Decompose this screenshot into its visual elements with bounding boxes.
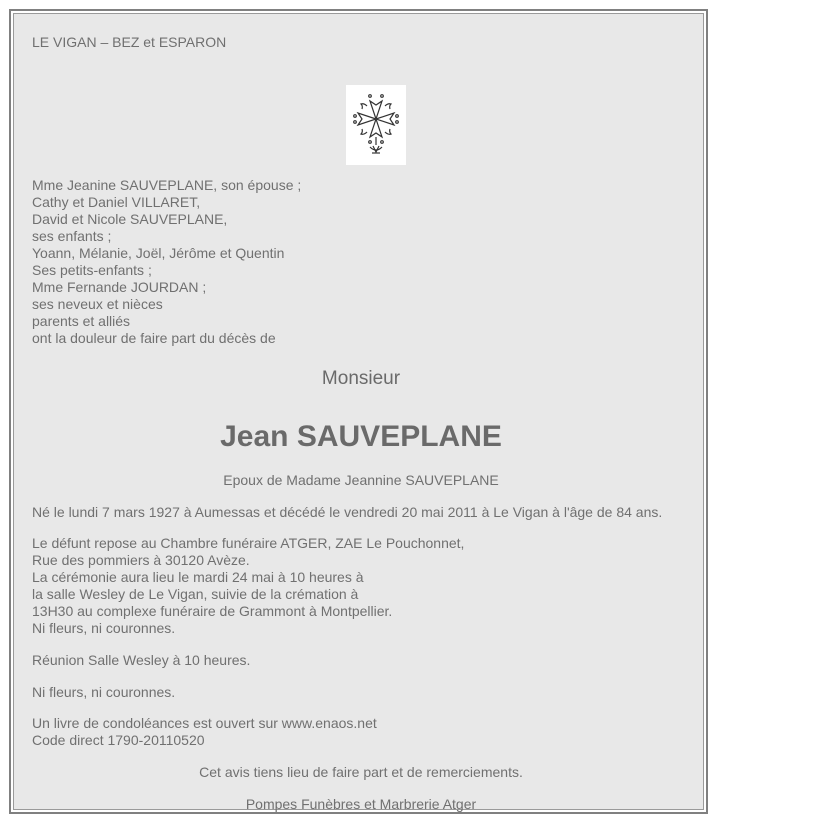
spouse-line: Epoux de Madame Jeannine SAUVEPLANE bbox=[223, 472, 499, 488]
funeral-home: Pompes Funèbres et Marbrerie Atger bbox=[245, 796, 477, 812]
condolence-line: Un livre de condoléances est ouvert sur www.enaos.net bbox=[32, 715, 377, 731]
family-line: ses neveux et nièces bbox=[32, 296, 163, 312]
notice-line: Cet avis tiens lieu de faire part et de remerciements. bbox=[199, 764, 523, 780]
salutation: Monsieur bbox=[321, 368, 401, 389]
family-line: ont la douleur de faire part du décès de bbox=[32, 330, 276, 346]
obituary-content bbox=[32, 34, 690, 812]
obituary-frame bbox=[9, 9, 708, 814]
family-line: Mme Fernande JOURDAN ; bbox=[32, 279, 207, 295]
family-line: Yoann, Mélanie, Joël, Jérôme et Quentin bbox=[32, 245, 285, 261]
location-heading: LE VIGAN – BEZ et ESPARON bbox=[32, 34, 227, 50]
obituary-panel bbox=[13, 13, 704, 810]
birth-death-line: Né le lundi 7 mars 1927 à Aumessas et décédé le vendredi 20 mai 2011 à Le Vigan à l'âge de 84 ans. bbox=[32, 504, 663, 520]
ceremony-line: Rue des pommiers à 30120 Avèze. bbox=[32, 552, 250, 568]
reunion-line: Réunion Salle Wesley à 10 heures. bbox=[32, 652, 251, 668]
ceremony-details bbox=[32, 535, 690, 637]
huguenot-cross-icon bbox=[346, 85, 406, 165]
family-line: David et Nicole SAUVEPLANE, bbox=[32, 211, 228, 227]
deceased-name: Jean SAUVEPLANE bbox=[220, 420, 502, 453]
emblem-box bbox=[346, 85, 406, 165]
family-list bbox=[32, 177, 690, 347]
family-line: Mme Jeanine SAUVEPLANE, son épouse ; bbox=[32, 177, 302, 193]
family-line: Ses petits-enfants ; bbox=[32, 262, 152, 278]
ceremony-line: La cérémonie aura lieu le mardi 24 mai à 10 heures à bbox=[32, 569, 364, 585]
family-line: Cathy et Daniel VILLARET, bbox=[32, 194, 201, 210]
no-flowers-line: Ni fleurs, ni couronnes. bbox=[32, 684, 176, 700]
condolence-book bbox=[32, 715, 377, 749]
family-line: parents et alliés bbox=[32, 313, 131, 329]
ceremony-line: la salle Wesley de Le Vigan, suivie de la crémation à bbox=[32, 586, 359, 602]
ceremony-line: Ni fleurs, ni couronnes. bbox=[32, 620, 176, 636]
condolence-code: Code direct 1790-20110520 bbox=[32, 732, 205, 748]
ceremony-line: 13H30 au complexe funéraire de Grammont à Montpellier. bbox=[32, 603, 393, 619]
ceremony-line: Le défunt repose au Chambre funéraire ATGER, ZAE Le Pouchonnet, bbox=[32, 535, 465, 551]
family-line: ses enfants ; bbox=[32, 228, 112, 244]
